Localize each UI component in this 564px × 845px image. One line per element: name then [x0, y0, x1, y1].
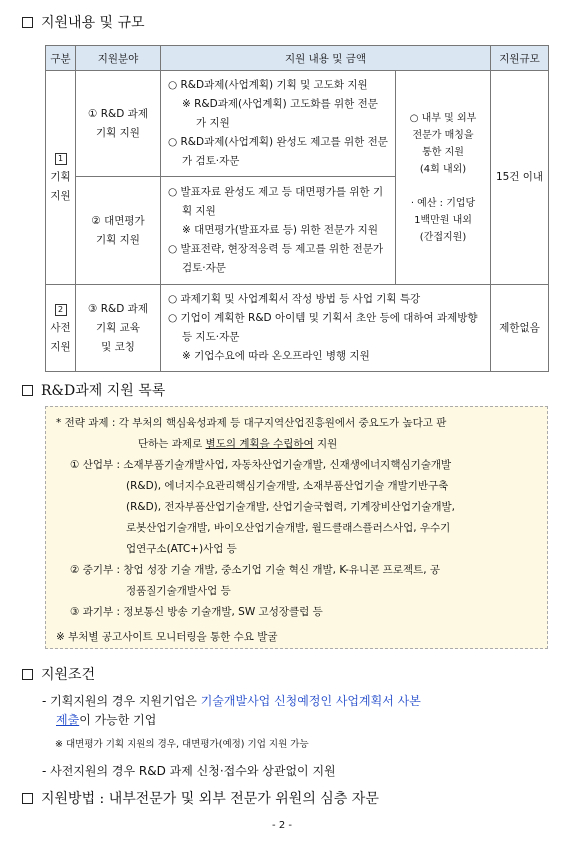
group-pre-cell: [46, 285, 76, 372]
page-number: - 2 -: [272, 820, 292, 831]
budget-line: (간접지원): [419, 231, 467, 243]
rnd-list-box: [45, 406, 548, 649]
budget-line: (4회 내외): [419, 163, 467, 175]
condition-highlight: 기술개발사업 신청예정인 사업계획서 사본: [200, 694, 421, 708]
content-note: ※ 기업수요에 따라 온오프라인 병행 지원: [182, 350, 370, 362]
section-heading-method: [22, 788, 379, 808]
scale-cell: 제한없음: [491, 285, 549, 372]
section-title: 지원조건: [41, 667, 96, 683]
field-label: ③ R&D 과제: [88, 302, 148, 315]
field-label: 및 코칭: [101, 340, 135, 353]
section-heading-support-content: [22, 12, 145, 32]
header-scale: 지원규모: [491, 46, 549, 71]
content-item: ○ 발표자료 완성도 제고 등 대면평가를 위한 기획 지원: [168, 186, 384, 217]
content-item: ○ R&D과제(사업계획) 완성도 제고를 위한 전문가 검토·자문: [168, 136, 388, 167]
field-cell: [76, 285, 161, 372]
field-label: ① R&D 과제: [88, 107, 148, 120]
section-title: 지원내용 및 규모: [41, 15, 145, 31]
field-cell: [76, 177, 161, 285]
field-label: 기획 지원: [96, 233, 140, 246]
list-line: 정품질기술개발사업 등: [126, 585, 231, 597]
list-line: 업연구소(ATC+)사업 등: [126, 543, 237, 555]
condition-line: [42, 713, 156, 727]
budget-line: 전문가 매칭을: [412, 129, 474, 141]
group-number-box: 1: [55, 153, 67, 165]
content-cell: [161, 71, 396, 177]
condition-text: - 기획지원의 경우 지원기업은: [42, 694, 201, 708]
group-label: 지원: [50, 190, 71, 202]
list-line: [56, 434, 537, 455]
scale-cell: 15건 이내: [491, 71, 549, 285]
budget-line: ○ 내부 및 외부: [409, 112, 477, 124]
content-cell: [161, 177, 396, 285]
group-label: 지원: [50, 340, 71, 353]
support-table: [45, 45, 549, 372]
condition-text: 이 가능한 기업: [79, 713, 157, 727]
checkbox-square-icon: [22, 17, 33, 28]
header-content: 지원 내용 및 금액: [161, 46, 491, 71]
list-line: ② 중기부 : 창업 성장 기술 개발, 중소기업 기술 혁신 개발, K-유니콘 프로젝트, 공: [70, 564, 441, 576]
content-item: ○ 발표전략, 현장적응력 등 제고를 위한 전문가 검토·자문: [168, 243, 384, 274]
header-field: 지원분야: [76, 46, 161, 71]
section-title: R&D과제 지원 목록: [41, 383, 166, 399]
list-text: 단하는 과제로: [138, 438, 206, 450]
budget-line: · 예산 : 기업당: [410, 197, 476, 209]
checkbox-square-icon: [22, 793, 33, 804]
table-row: [46, 285, 549, 372]
list-line: ① 산업부 : 소재부품기술개발사업, 자동차산업기술개발, 신재생에너지핵심기술개발: [70, 459, 452, 471]
field-label: 기획 지원: [96, 126, 140, 139]
group-planning-cell: [46, 71, 76, 285]
field-cell: [76, 71, 161, 177]
content-note: ※ R&D과제(사업계획) 고도화를 위한 전문가 지원: [182, 98, 378, 129]
list-line: ③ 과기부 : 정보통신 방송 기술개발, SW 고성장클럽 등: [70, 606, 323, 618]
budget-line: 통한 지원: [422, 146, 464, 158]
checkbox-square-icon: [22, 669, 33, 680]
list-line: (R&D), 에너지수요관리핵심기술개발, 소재부품산업기술 개발기반구축: [126, 480, 449, 492]
table-header-row: [46, 46, 549, 71]
field-label: ② 대면평가: [91, 214, 145, 227]
section-title: 지원방법 : 내부전문가 및 외부 전문가 위원의 심층 자문: [41, 791, 379, 807]
content-item: ○ 기업이 계획한 R&D 아이템 및 기획서 초안 등에 대하여 과제방향 등 지도·자문: [168, 312, 478, 343]
condition-2: - 사전지원의 경우 R&D 과제 신청·접수와 상관없이 지원: [42, 764, 336, 778]
condition-highlight: 제출: [56, 713, 80, 727]
list-line: 로봇산업기술개발, 바이오산업기술개발, 월드클래스플러스사업, 우수기: [126, 522, 451, 534]
list-text: 지원: [313, 438, 338, 450]
condition-1: [42, 692, 542, 730]
content-item: ○ 과제기획 및 사업계획서 작성 방법 등 사업 기획 특강: [168, 293, 421, 305]
list-line: ※ 부처별 공고사이트 모니터링을 통한 수요 발굴: [56, 631, 278, 643]
condition-note: ※ 대면평가 기획 지원의 경우, 대면평가(예정) 기업 지원 가능: [55, 739, 309, 750]
header-category: 구분: [46, 46, 76, 71]
group-number-box: 2: [55, 304, 67, 316]
section-heading-rnd-list: [22, 380, 165, 400]
table-row: [46, 71, 549, 177]
group-label: 사전: [50, 321, 71, 334]
checkbox-square-icon: [22, 385, 33, 396]
list-line: (R&D), 전자부품산업기술개발, 산업기술국협력, 기계장비산업기술개발,: [126, 501, 455, 513]
budget-line: 1백만원 내외: [414, 214, 472, 226]
content-note: ※ 대면평가(발표자료 등) 위한 전문가 지원: [182, 224, 378, 236]
list-line: * 전략 과제 : 각 부처의 핵심육성과제 등 대구지역산업진흥원에서 중요도가 높다고 판: [56, 417, 447, 429]
field-label: 기획 교육: [96, 321, 140, 334]
content-cell: [161, 285, 491, 372]
budget-cell: [396, 71, 491, 285]
group-label: 기획: [50, 171, 71, 183]
content-item: ○ R&D과제(사업계획) 기획 및 고도화 지원: [168, 79, 368, 91]
list-underlined-text: 별도의 계획을 수립하여: [205, 438, 314, 450]
section-heading-conditions: [22, 664, 95, 684]
